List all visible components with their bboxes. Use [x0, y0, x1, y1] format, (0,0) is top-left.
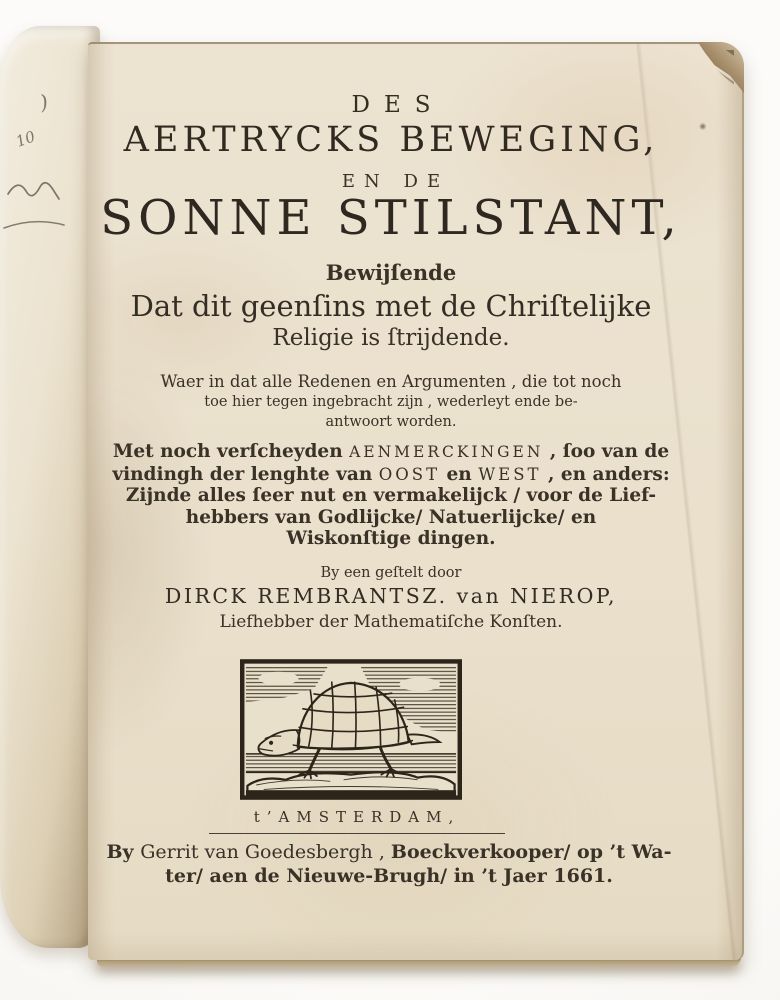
remarks-text: , en anders:: [541, 463, 670, 485]
pencil-mark: 10: [13, 127, 38, 151]
remarks-text: en: [440, 463, 479, 485]
argument-line: toe hier tegen ingebracht zijn , wederleyt ende be-: [204, 394, 578, 410]
claim-line-1: Dat dit geenſins met de Chriſtelijke: [130, 289, 652, 323]
remarks-line: [64, 441, 718, 464]
remarks-text: Met noch verſcheyden: [112, 441, 350, 462]
pencil-mark: ): [37, 89, 51, 115]
byline: By een geſtelt door: [320, 565, 462, 581]
title-conjunction: EN DE: [341, 171, 450, 192]
remarks-caps: WEST: [478, 464, 542, 484]
remarks-line: [64, 464, 718, 486]
author-title: Liefhebber der Mathematiſche Konſten.: [219, 612, 563, 632]
main-title-line-2: SONNE STILSTANT,: [100, 190, 682, 246]
imprint-text: Boeckverkooper/ op ’t Wa-: [390, 841, 672, 863]
remarks-caps: AENMERCKINGEN: [349, 443, 544, 461]
remarks-line: Zijnde alles ſeer nut en vermakelijck / voor de Lief-: [125, 485, 657, 506]
claim-line-2: Religie is ſtrijdende.: [272, 325, 510, 351]
remarks-line: hebbers van Godlijcke/ Natuerlijcke/ en: [185, 506, 597, 528]
turtle-woodcut: [240, 659, 462, 800]
title-page: [88, 42, 744, 960]
argument-line: antwoort worden.: [325, 414, 457, 430]
remarks-text: , ſoo van de: [543, 441, 670, 462]
main-title-line-1: AERTRYCKS BEWEGING,: [123, 120, 659, 160]
imprint-rule: [209, 833, 505, 834]
remarks-line: Wiskonſtige dingen.: [286, 528, 496, 549]
imprint-line: [62, 841, 716, 865]
author-name: DIRCK REMBRANTSZ. van NIEROP,: [164, 584, 618, 608]
imprint-publisher: Gerrit van Goedesbergh ,: [140, 841, 391, 863]
imprint-text: By: [106, 841, 141, 863]
remarks-paragraph: [64, 441, 718, 550]
argument-paragraph: [64, 372, 718, 432]
page-corner-crease: [688, 50, 734, 86]
argument-line: Waer in dat alle Redenen en Argumenten , die tot noch: [160, 372, 622, 391]
half-title: DES: [351, 92, 445, 118]
bewijsende-line: Bewijſende: [325, 260, 457, 285]
imprint-line: ter/ aen de Nieuwe-Brugh/ in ’t Jaer 1661.: [165, 864, 613, 887]
remarks-caps: OOST: [378, 464, 441, 484]
imprint: [62, 841, 716, 888]
remarks-text: vindingh der lenghte van: [112, 463, 379, 485]
place-line: t’AMSTERDAM,: [253, 808, 461, 826]
